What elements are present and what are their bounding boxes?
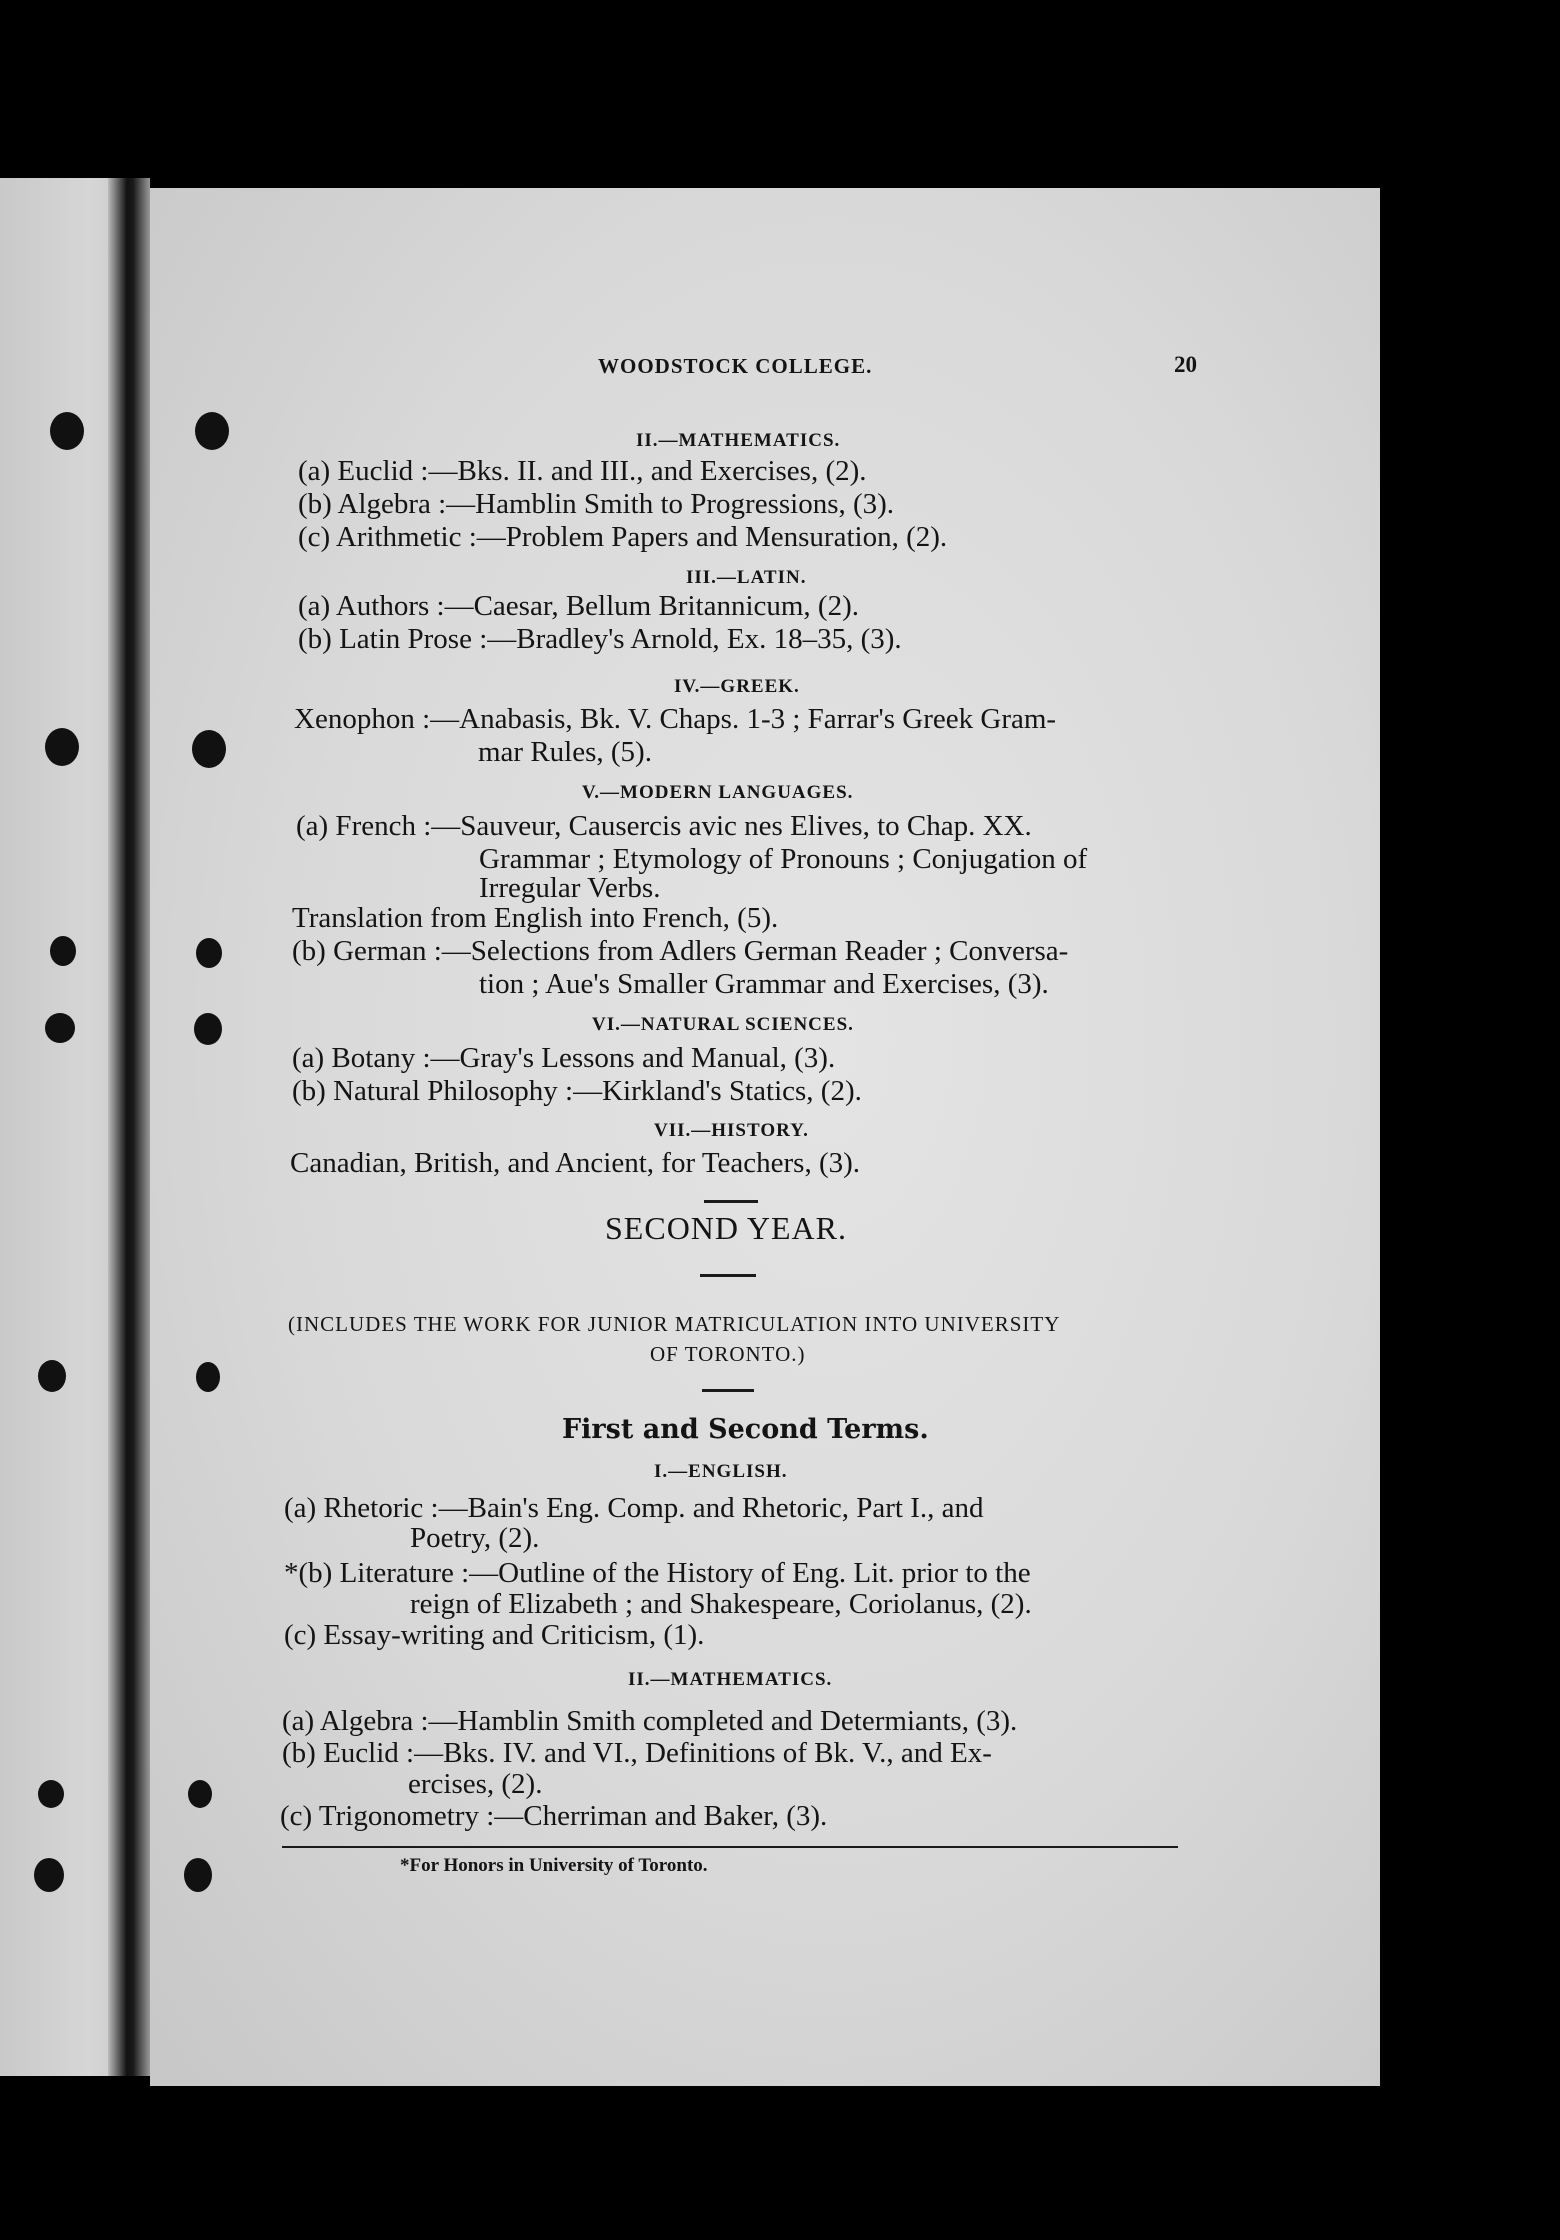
text-line: (b) Latin Prose :—Bradley's Arnold, Ex. 18–35, (3). xyxy=(298,623,902,655)
text-line: (c) Trigonometry :—Cherriman and Baker, (3). xyxy=(280,1800,828,1832)
text-line: (b) Natural Philosophy :—Kirkland's Statics, (2). xyxy=(292,1075,862,1107)
text-line: (a) Euclid :—Bks. II. and III., and Exercises, (2). xyxy=(298,455,867,487)
text-line: (a) Authors :—Caesar, Bellum Britannicum, (2). xyxy=(298,590,859,622)
section-heading-natural-sciences: VI.—NATURAL SCIENCES. xyxy=(592,1014,854,1035)
punch-hole xyxy=(45,728,79,766)
punch-hole xyxy=(194,1013,222,1045)
text-line: Grammar ; Etymology of Pronouns ; Conjugation of xyxy=(479,843,1088,875)
text-line: (b) Euclid :—Bks. IV. and VI., Definitions of Bk. V., and Ex- xyxy=(282,1737,992,1769)
text-line: (a) Botany :—Gray's Lessons and Manual, (3). xyxy=(292,1042,836,1074)
text-line: (a) Algebra :—Hamblin Smith completed and Determiants, (3). xyxy=(282,1705,1018,1737)
text-line: (a) Rhetoric :—Bain's Eng. Comp. and Rhetoric, Part I., and xyxy=(284,1492,984,1524)
text-line: Irregular Verbs. xyxy=(479,872,661,904)
text-line: *(b) Literature :—Outline of the History of Eng. Lit. prior to the xyxy=(284,1557,1031,1589)
text-line: (a) French :—Sauveur, Causercis avic nes Elives, to Chap. XX. xyxy=(296,810,1032,842)
divider xyxy=(702,1389,754,1392)
page-number: 20 xyxy=(1174,352,1197,377)
footnote: *For Honors in University of Toronto. xyxy=(400,1855,708,1876)
book-gutter xyxy=(108,178,150,2076)
section-heading-history: VII.—HISTORY. xyxy=(654,1120,809,1141)
text-line: mar Rules, (5). xyxy=(478,736,652,768)
punch-hole xyxy=(196,938,222,968)
section-heading-modern-languages: V.—MODERN LANGUAGES. xyxy=(582,782,854,803)
punch-hole xyxy=(195,412,229,450)
text-line: tion ; Aue's Smaller Grammar and Exercises, (3). xyxy=(479,968,1049,1000)
terms-subtitle: First and Second Terms. xyxy=(562,1414,929,1445)
punch-hole xyxy=(50,412,84,450)
punch-hole xyxy=(184,1858,212,1892)
footnote-rule xyxy=(282,1846,1178,1848)
punch-hole xyxy=(45,1013,75,1043)
punch-hole xyxy=(196,1362,220,1392)
punch-hole xyxy=(192,730,226,768)
section-heading-mathematics: II.—MATHEMATICS. xyxy=(636,430,841,451)
second-year-note: (INCLUDES THE WORK FOR JUNIOR MATRICULATION INTO UNIVERSITY xyxy=(288,1312,1061,1336)
punch-hole xyxy=(188,1780,212,1808)
second-year-title: SECOND YEAR. xyxy=(605,1210,847,1246)
text-line: Canadian, British, and Ancient, for Teachers, (3). xyxy=(290,1147,861,1179)
text-line: (c) Essay-writing and Criticism, (1). xyxy=(284,1619,705,1651)
text-line: Translation from English into French, (5). xyxy=(292,902,779,934)
section-heading-english: I.—ENGLISH. xyxy=(654,1461,788,1482)
text-line: ercises, (2). xyxy=(408,1768,543,1800)
punch-hole xyxy=(38,1780,64,1808)
section-heading-mathematics-second-year: II.—MATHEMATICS. xyxy=(628,1669,833,1690)
punch-hole xyxy=(34,1858,64,1892)
text-line: Xenophon :—Anabasis, Bk. V. Chaps. 1-3 ; Farrar's Greek Gram- xyxy=(294,703,1057,735)
divider xyxy=(704,1200,758,1203)
text-line: reign of Elizabeth ; and Shakespeare, Coriolanus, (2). xyxy=(410,1588,1032,1620)
text-line: Poetry, (2). xyxy=(410,1522,540,1554)
running-header: WOODSTOCK COLLEGE. xyxy=(598,354,873,378)
section-heading-greek: IV.—GREEK. xyxy=(674,676,800,697)
text-line: (c) Arithmetic :—Problem Papers and Mensuration, (2). xyxy=(298,521,948,553)
divider xyxy=(700,1274,756,1277)
punch-hole xyxy=(38,1360,66,1392)
punch-hole xyxy=(50,936,76,966)
section-heading-latin: III.—LATIN. xyxy=(686,567,807,588)
second-year-note: OF TORONTO.) xyxy=(650,1342,806,1366)
text-line: (b) German :—Selections from Adlers German Reader ; Conversa- xyxy=(292,935,1069,967)
text-line: (b) Algebra :—Hamblin Smith to Progressions, (3). xyxy=(298,488,895,520)
